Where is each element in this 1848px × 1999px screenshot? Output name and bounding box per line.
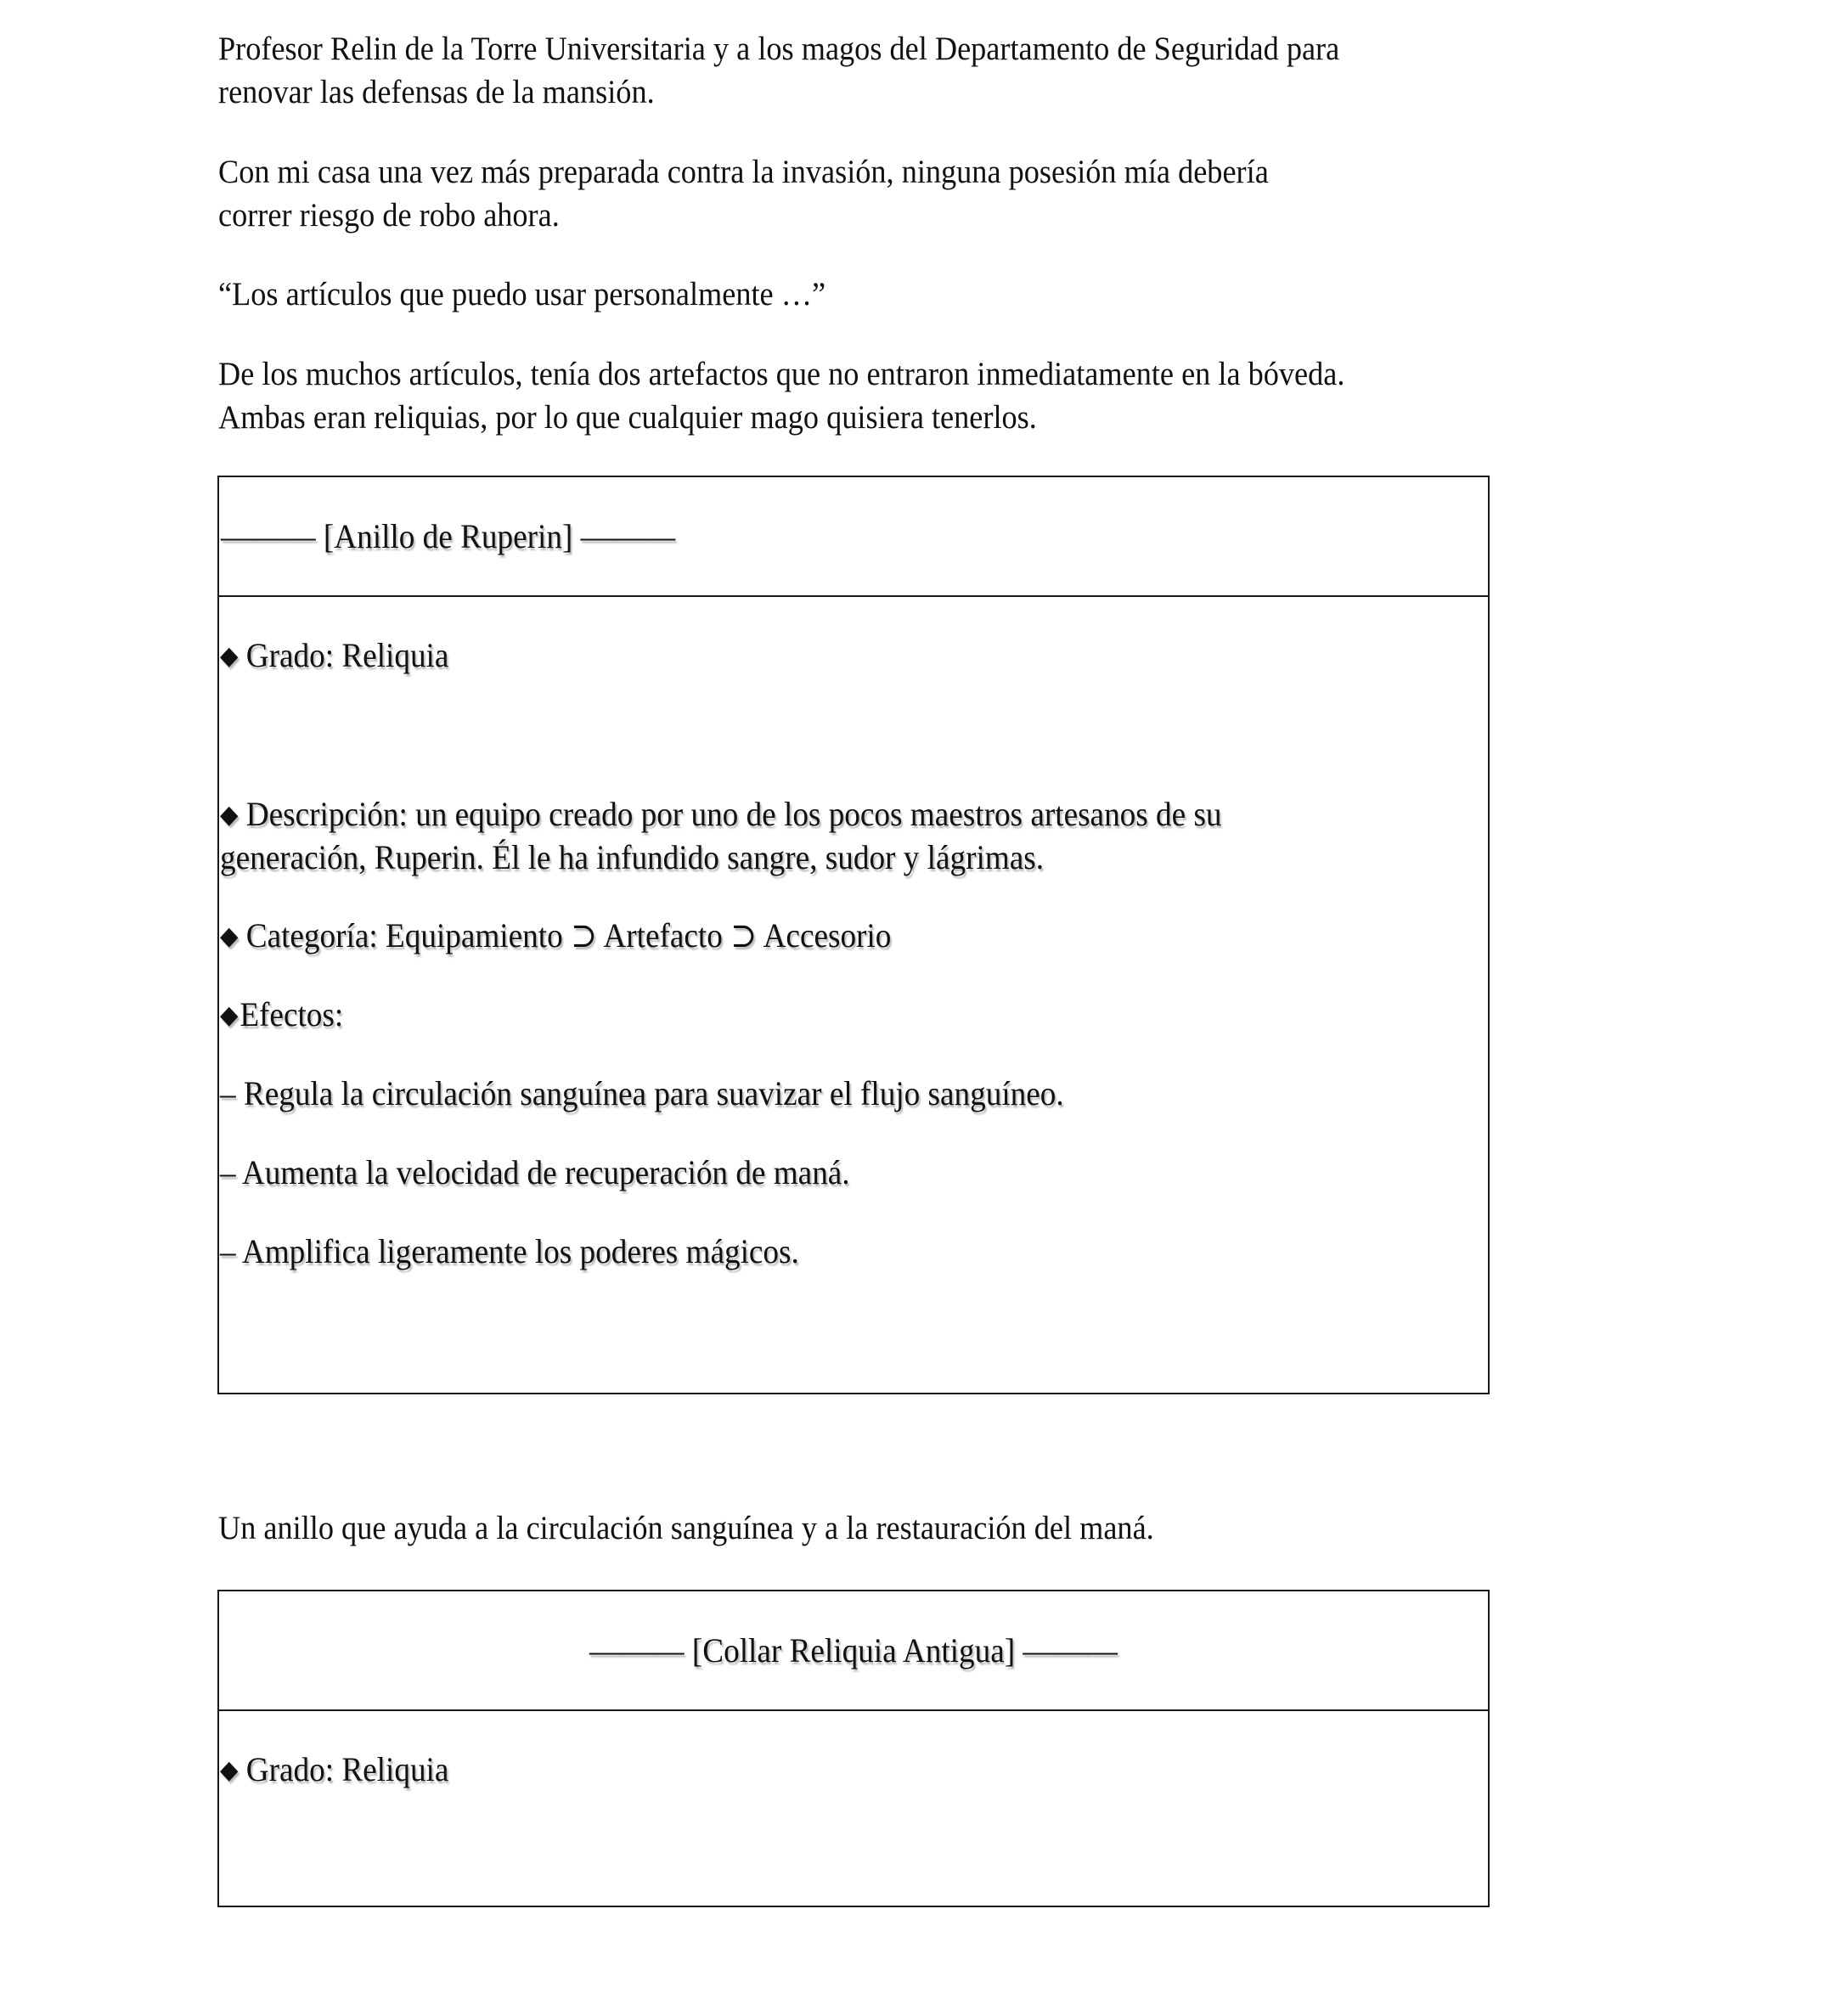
item-description	[220, 793, 1222, 836]
item-grade-text: Grado: Reliquia	[245, 1750, 449, 1788]
diamond-bullet-icon: ◆	[220, 1755, 239, 1785]
item-grade	[220, 634, 448, 678]
item-title: ——— [Anillo de Ruperin] ———	[221, 516, 676, 555]
item-description-text: Descripción: un equipo creado por uno de los pocos maestros artesanos de su	[245, 795, 1222, 833]
diamond-bullet-icon: ◆	[220, 921, 239, 951]
paragraph-line: “Los artículos que puedo usar personalmente …”	[218, 276, 826, 313]
paragraph-line: De los muchos artículos, tenía dos artefactos que no entraron inmediatamente en la bóveda.	[218, 356, 1345, 392]
paragraph-line: correr riesgo de robo ahora.	[218, 197, 560, 234]
item-title: ——— [Collar Reliquia Antigua] ———	[589, 1630, 1118, 1670]
item-box-anillo-de-ruperin	[217, 476, 1490, 1394]
item-effect: – Amplifica ligeramente los poderes mágicos.	[220, 1232, 799, 1270]
between-paragraph: Un anillo que ayuda a la circulación sanguínea y a la restauración del maná.	[218, 1510, 1154, 1546]
item-box-header	[219, 1591, 1488, 1711]
diamond-bullet-icon: ◆	[220, 1000, 239, 1030]
item-description-line-2: generación, Ruperin. Él le ha infundido sangre, sudor y lágrimas.	[220, 838, 1045, 876]
paragraph-line: renovar las defensas de la mansión.	[218, 74, 655, 110]
item-category-text: Categoría: Equipamiento ⊃ Artefacto ⊃ Accesorio	[245, 916, 892, 954]
paragraph-line: Profesor Relin de la Torre Universitaria y a los magos del Departamento de Seguridad para	[218, 31, 1340, 67]
paragraph-line: Ambas eran reliquias, por lo que cualquier mago quisiera tenerlos.	[218, 399, 1037, 436]
paragraph-line: Con mi casa una vez más preparada contra la invasión, ninguna posesión mía debería	[218, 154, 1269, 190]
item-grade	[220, 1748, 448, 1792]
item-effect: – Regula la circulación sanguínea para suavizar el flujo sanguíneo.	[220, 1074, 1064, 1112]
diamond-bullet-icon: ◆	[220, 800, 239, 830]
diamond-bullet-icon: ◆	[220, 641, 239, 671]
item-category	[220, 915, 891, 958]
item-box-collar-reliquia-antigua	[217, 1590, 1490, 1907]
item-effect: – Aumenta la velocidad de recuperación de maná.	[220, 1153, 850, 1191]
item-effects-label-text: Efectos:	[239, 995, 344, 1033]
item-grade-text: Grado: Reliquia	[245, 636, 449, 674]
item-box-header	[219, 477, 1488, 597]
item-effects-label	[220, 994, 343, 1037]
